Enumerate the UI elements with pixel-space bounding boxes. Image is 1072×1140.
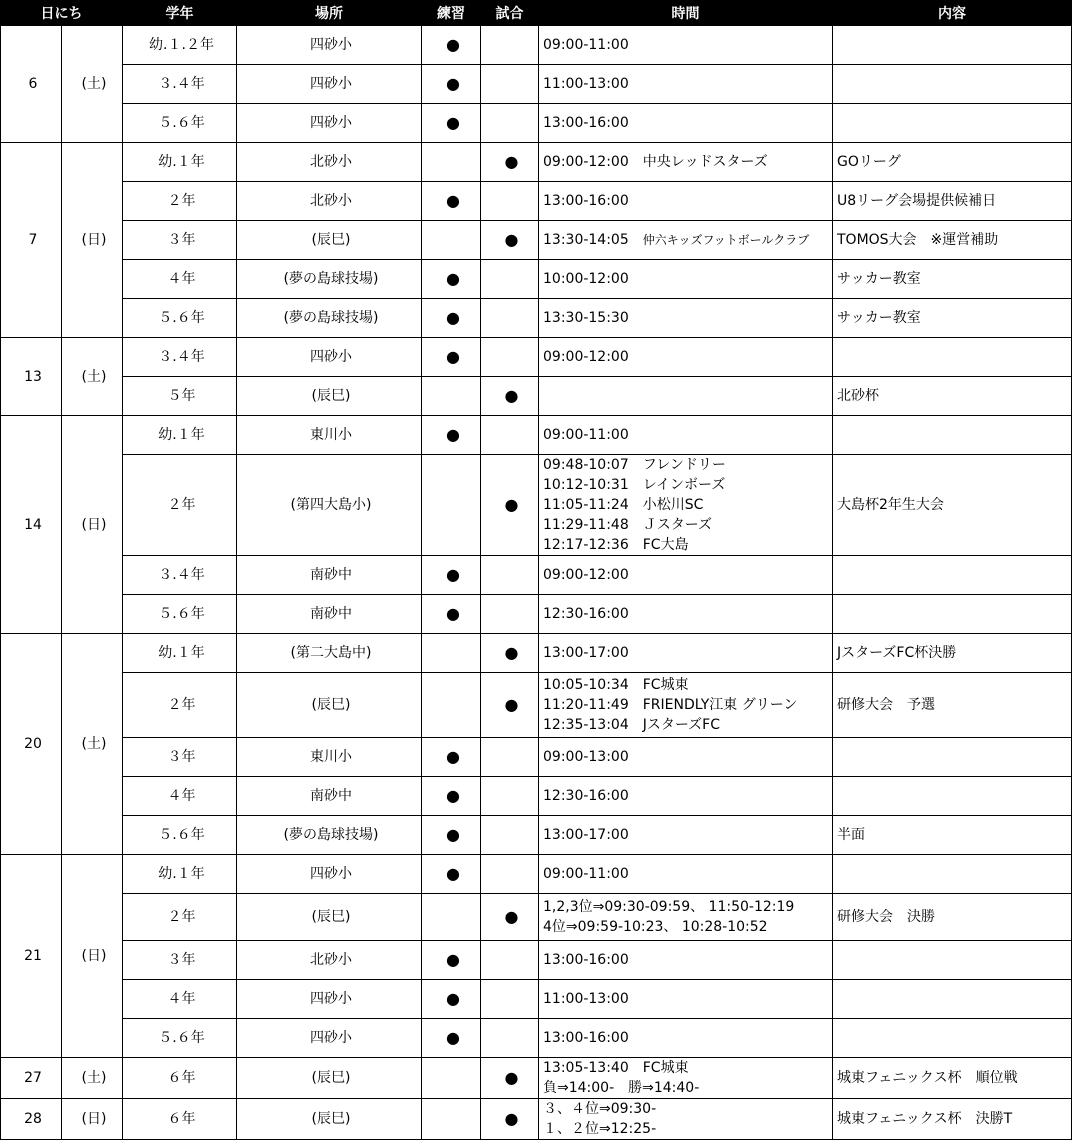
content-cell: サッカー教室 [833, 299, 1072, 338]
table-row [1, 1019, 1072, 1058]
time-cell [539, 416, 833, 455]
place-cell: (辰巳) [237, 221, 422, 260]
table-row [1, 777, 1072, 816]
match-cell [481, 26, 539, 65]
grade-cell: ４年 [123, 777, 237, 816]
time-line: 09:00-11:00 [543, 37, 629, 53]
table-row [1, 673, 1072, 738]
content-cell: サッカー教室 [833, 260, 1072, 299]
match-cell [481, 894, 539, 941]
time-line: 09:00-12:00 中央レッドスターズ [543, 154, 768, 170]
grade-cell: ２年 [123, 894, 237, 941]
table-row [1, 26, 1072, 65]
content-cell [833, 104, 1072, 143]
time-cell [539, 595, 833, 634]
place-cell: 北砂小 [237, 143, 422, 182]
match-cell [481, 980, 539, 1019]
content-cell [833, 777, 1072, 816]
content-cell: 北砂杯 [833, 377, 1072, 416]
match-cell [481, 777, 539, 816]
time-cell [539, 855, 833, 894]
header-content: 内容 [833, 1, 1072, 26]
practice-cell [422, 338, 481, 377]
header-practice: 練習 [422, 1, 481, 26]
time-line: 負⇒14:00- 勝⇒14:40- [543, 1080, 700, 1096]
match-mark-icon: ● [504, 643, 519, 662]
time-cell [539, 816, 833, 855]
match-cell [481, 855, 539, 894]
time-cell [539, 182, 833, 221]
time-cell [539, 777, 833, 816]
content-cell [833, 1019, 1072, 1058]
match-cell [481, 816, 539, 855]
match-cell [481, 377, 539, 416]
place-cell: (夢の島球技場) [237, 260, 422, 299]
time-line: 09:00-13:00 [543, 749, 629, 765]
grade-cell: 幼.１年 [123, 416, 237, 455]
table-row [1, 221, 1072, 260]
table-row [1, 941, 1072, 980]
content-cell: 研修大会 予選 [833, 673, 1072, 738]
content-cell: 城東フェニックス杯 決勝T [833, 1099, 1072, 1140]
practice-mark-icon: ● [446, 74, 460, 93]
time-line: 10:12-10:31 レインボーズ [543, 477, 726, 493]
time-line: 11:29-11:48 Ｊスターズ [543, 517, 713, 533]
grade-cell: ３.４年 [123, 556, 237, 595]
time-line: 1,2,3位⇒09:30-09:59、 11:50-12:19 [543, 899, 795, 915]
time-line-wrap [543, 230, 832, 250]
grade-cell: 幼.１年 [123, 855, 237, 894]
time-line: 10:00-12:00 [543, 271, 629, 287]
match-mark-icon: ● [504, 152, 519, 171]
content-cell [833, 595, 1072, 634]
practice-cell [422, 855, 481, 894]
date-cell: 20 [1, 634, 62, 855]
time-cell [539, 1019, 833, 1058]
content-cell [833, 738, 1072, 777]
match-cell [481, 221, 539, 260]
content-cell [833, 980, 1072, 1019]
content-cell: 半面 [833, 816, 1072, 855]
practice-mark-icon: ● [446, 864, 460, 883]
time-cell [539, 299, 833, 338]
time-line: １、２位⇒12:25- [543, 1121, 657, 1137]
match-cell [481, 1058, 539, 1099]
place-cell: (辰巳) [237, 377, 422, 416]
place-cell: 四砂小 [237, 1019, 422, 1058]
time-line: 13:05-13:40 FC城東 [543, 1060, 689, 1076]
time-cell [539, 894, 833, 941]
header-time: 時間 [539, 1, 833, 26]
weekday-cell: (日) [62, 1099, 123, 1140]
content-cell: 大島杯2年生大会 [833, 455, 1072, 556]
grade-cell: ５年 [123, 377, 237, 416]
practice-cell [422, 182, 481, 221]
place-cell: (夢の島球技場) [237, 816, 422, 855]
match-cell [481, 634, 539, 673]
time-cell [539, 941, 833, 980]
practice-mark-icon: ● [446, 269, 460, 288]
match-mark-icon: ● [504, 495, 519, 514]
time-line: 09:00-11:00 [543, 427, 629, 443]
match-cell [481, 299, 539, 338]
practice-cell [422, 299, 481, 338]
practice-cell [422, 941, 481, 980]
table-row [1, 1099, 1072, 1140]
time-line: 13:00-17:00 [543, 827, 629, 843]
content-cell [833, 855, 1072, 894]
match-mark-icon: ● [504, 386, 519, 405]
table-row [1, 338, 1072, 377]
time-cell [539, 455, 833, 556]
practice-cell [422, 104, 481, 143]
time-line: 13:30-14:05 [543, 232, 629, 248]
time-cell [539, 980, 833, 1019]
grade-cell: ３年 [123, 941, 237, 980]
time-line: 13:30-15:30 [543, 310, 629, 326]
match-mark-icon: ● [504, 907, 519, 926]
grade-cell: ４年 [123, 980, 237, 1019]
time-line: 12:17-12:36 FC大島 [543, 537, 689, 553]
table-row [1, 182, 1072, 221]
match-cell [481, 182, 539, 221]
place-cell: (辰巳) [237, 894, 422, 941]
content-cell: TOMOS大会 ※運営補助 [833, 221, 1072, 260]
table-row [1, 455, 1072, 556]
content-cell: JスターズFC杯決勝 [833, 634, 1072, 673]
content-cell: GOリーグ [833, 143, 1072, 182]
practice-cell [422, 1019, 481, 1058]
table-row [1, 143, 1072, 182]
grade-cell: ２年 [123, 182, 237, 221]
match-cell [481, 738, 539, 777]
practice-mark-icon: ● [446, 950, 460, 969]
grade-cell: 幼.１.２年 [123, 26, 237, 65]
practice-cell [422, 143, 481, 182]
match-mark-icon: ● [504, 1109, 519, 1128]
practice-mark-icon: ● [446, 825, 460, 844]
time-line: 12:35-13:04 JスターズFC [543, 717, 720, 733]
match-cell [481, 104, 539, 143]
grade-cell: ２年 [123, 673, 237, 738]
place-cell: (辰巳) [237, 1058, 422, 1099]
time-cell [539, 338, 833, 377]
grade-cell: 幼.１年 [123, 634, 237, 673]
practice-mark-icon: ● [446, 604, 460, 623]
place-cell: 四砂小 [237, 104, 422, 143]
place-cell: 東川小 [237, 738, 422, 777]
practice-mark-icon: ● [446, 747, 460, 766]
weekday-cell: (土) [62, 338, 123, 416]
date-cell: 14 [1, 416, 62, 634]
match-cell [481, 595, 539, 634]
practice-cell [422, 634, 481, 673]
table-row [1, 980, 1072, 1019]
table-row [1, 299, 1072, 338]
practice-cell [422, 816, 481, 855]
time-cell [539, 65, 833, 104]
grade-cell: 幼.１年 [123, 143, 237, 182]
table-row [1, 104, 1072, 143]
weekday-cell: (土) [62, 1058, 123, 1099]
content-cell [833, 416, 1072, 455]
time-line: 13:00-17:00 [543, 645, 629, 661]
time-line: 13:00-16:00 [543, 115, 629, 131]
table-row [1, 1058, 1072, 1099]
date-cell: 27 [1, 1058, 62, 1099]
practice-mark-icon: ● [446, 786, 460, 805]
practice-cell [422, 980, 481, 1019]
place-cell: 北砂小 [237, 182, 422, 221]
time-cell [539, 221, 833, 260]
grade-cell: ３年 [123, 221, 237, 260]
time-cell [539, 104, 833, 143]
place-cell: 四砂小 [237, 65, 422, 104]
time-line: ３、４位⇒09:30- [543, 1101, 657, 1117]
practice-mark-icon: ● [446, 191, 460, 210]
grade-cell: ５.６年 [123, 104, 237, 143]
grade-cell: ３.４年 [123, 65, 237, 104]
time-line: 4位⇒09:59-10:23、 10:28-10:52 [543, 919, 768, 935]
place-cell: (辰巳) [237, 673, 422, 738]
grade-cell: ４年 [123, 260, 237, 299]
place-cell: 四砂小 [237, 980, 422, 1019]
practice-mark-icon: ● [446, 347, 460, 366]
time-cell [539, 377, 833, 416]
date-cell: 7 [1, 143, 62, 338]
time-line: 09:48-10:07 フレンドリー [543, 457, 726, 473]
time-cell [539, 738, 833, 777]
match-mark-icon: ● [504, 1068, 519, 1087]
match-cell [481, 143, 539, 182]
time-line: 11:00-13:00 [543, 991, 629, 1007]
place-cell: 南砂中 [237, 595, 422, 634]
place-cell: 四砂小 [237, 338, 422, 377]
practice-cell [422, 260, 481, 299]
practice-cell [422, 377, 481, 416]
practice-cell [422, 65, 481, 104]
table-row [1, 634, 1072, 673]
date-cell: 6 [1, 26, 62, 143]
content-cell [833, 941, 1072, 980]
date-cell: 21 [1, 855, 62, 1058]
header-date: 日にち [1, 1, 123, 26]
place-cell: 四砂小 [237, 26, 422, 65]
practice-cell [422, 595, 481, 634]
schedule-body [1, 26, 1072, 1140]
grade-cell: ５.６年 [123, 816, 237, 855]
place-cell: 南砂中 [237, 556, 422, 595]
practice-mark-icon: ● [446, 113, 460, 132]
practice-mark-icon: ● [446, 308, 460, 327]
time-cell [539, 556, 833, 595]
weekday-cell: (土) [62, 634, 123, 855]
match-cell [481, 673, 539, 738]
time-line: 13:00-16:00 [543, 1030, 629, 1046]
table-row [1, 65, 1072, 104]
practice-cell [422, 1099, 481, 1140]
practice-cell [422, 673, 481, 738]
weekday-cell: (日) [62, 416, 123, 634]
practice-mark-icon: ● [446, 565, 460, 584]
table-row [1, 855, 1072, 894]
time-cell [539, 26, 833, 65]
time-line: 09:00-11:00 [543, 866, 629, 882]
time-line: 09:00-12:00 [543, 349, 629, 365]
content-cell [833, 26, 1072, 65]
grade-cell: ６年 [123, 1058, 237, 1099]
practice-mark-icon: ● [446, 35, 460, 54]
table-row [1, 556, 1072, 595]
grade-cell: ３.４年 [123, 338, 237, 377]
table-row [1, 377, 1072, 416]
header-row [1, 1, 1072, 26]
practice-cell [422, 221, 481, 260]
match-cell [481, 941, 539, 980]
weekday-cell: (土) [62, 26, 123, 143]
header-grade: 学年 [123, 1, 237, 26]
practice-cell [422, 416, 481, 455]
table-row [1, 738, 1072, 777]
table-row [1, 816, 1072, 855]
grade-cell: ５.６年 [123, 595, 237, 634]
practice-cell [422, 26, 481, 65]
practice-cell [422, 556, 481, 595]
practice-mark-icon: ● [446, 989, 460, 1008]
practice-cell [422, 894, 481, 941]
time-line: 11:05-11:24 小松川SC [543, 497, 704, 513]
time-line: 12:30-16:00 [543, 788, 629, 804]
table-row [1, 416, 1072, 455]
table-row [1, 260, 1072, 299]
table-row [1, 894, 1072, 941]
time-cell [539, 143, 833, 182]
time-cell [539, 1058, 833, 1099]
time-cell [539, 1099, 833, 1140]
weekday-cell: (日) [62, 855, 123, 1058]
time-line: 09:00-12:00 [543, 567, 629, 583]
practice-cell [422, 455, 481, 556]
match-mark-icon: ● [504, 230, 519, 249]
time-cell [539, 260, 833, 299]
match-mark-icon: ● [504, 695, 519, 714]
practice-mark-icon: ● [446, 1028, 460, 1047]
time-cell [539, 673, 833, 738]
practice-cell [422, 1058, 481, 1099]
opponent-name: 仲六キッズフットボールクラブ [642, 233, 810, 247]
content-cell: U8リーグ会場提供候補日 [833, 182, 1072, 221]
time-line: 10:05-10:34 FC城東 [543, 677, 689, 693]
practice-cell [422, 738, 481, 777]
match-cell [481, 1019, 539, 1058]
place-cell: 南砂中 [237, 777, 422, 816]
weekday-cell: (日) [62, 143, 123, 338]
content-cell [833, 556, 1072, 595]
match-cell [481, 556, 539, 595]
place-cell: 四砂小 [237, 855, 422, 894]
time-line: 13:00-16:00 [543, 952, 629, 968]
header-match: 試合 [481, 1, 539, 26]
match-cell [481, 260, 539, 299]
match-cell [481, 416, 539, 455]
time-line: 13:00-16:00 [543, 193, 629, 209]
place-cell: 北砂小 [237, 941, 422, 980]
content-cell: 研修大会 決勝 [833, 894, 1072, 941]
grade-cell: ５.６年 [123, 299, 237, 338]
match-cell [481, 338, 539, 377]
time-cell [539, 634, 833, 673]
header-place: 場所 [237, 1, 422, 26]
place-cell: (第四大島小) [237, 455, 422, 556]
practice-cell [422, 777, 481, 816]
grade-cell: ６年 [123, 1099, 237, 1140]
match-cell [481, 455, 539, 556]
place-cell: (第二大島中) [237, 634, 422, 673]
match-cell [481, 65, 539, 104]
table-row [1, 595, 1072, 634]
place-cell: (辰巳) [237, 1099, 422, 1140]
grade-cell: ２年 [123, 455, 237, 556]
time-line: 11:20-11:49 FRIENDLY江東 グリーン [543, 697, 798, 713]
content-cell [833, 65, 1072, 104]
grade-cell: ５.６年 [123, 1019, 237, 1058]
time-line: 12:30-16:00 [543, 606, 629, 622]
practice-mark-icon: ● [446, 425, 460, 444]
grade-cell: ３年 [123, 738, 237, 777]
place-cell: (夢の島球技場) [237, 299, 422, 338]
date-cell: 13 [1, 338, 62, 416]
date-cell: 28 [1, 1099, 62, 1140]
place-cell: 東川小 [237, 416, 422, 455]
content-cell: 城東フェニックス杯 順位戦 [833, 1058, 1072, 1099]
time-line: 11:00-13:00 [543, 76, 629, 92]
match-cell [481, 1099, 539, 1140]
content-cell [833, 338, 1072, 377]
